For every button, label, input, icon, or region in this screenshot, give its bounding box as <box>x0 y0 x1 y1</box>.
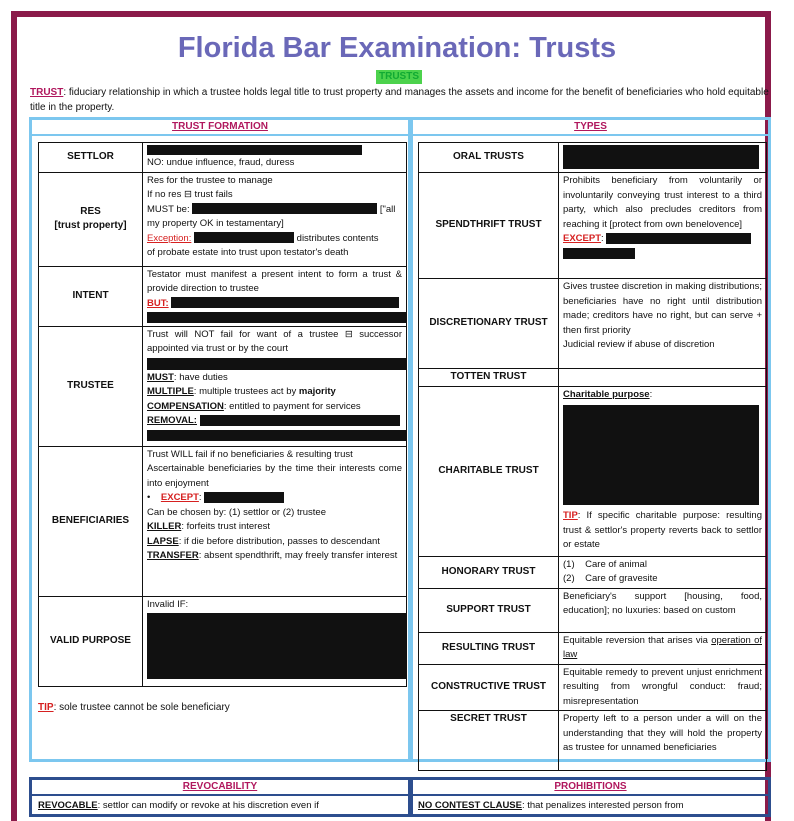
support-content: Beneficiary's support [housing, food, education]; no luxuries: based on custom <box>559 588 767 632</box>
res-line: Res for the trustee to manage <box>147 174 273 186</box>
beneficiaries-content <box>143 446 407 596</box>
definition-text: : fiduciary relationship in which a trustee holds legal title to trust property and manages the assets and income for the benefit of beneficiaries who hold equitable title in the property. <box>30 87 769 113</box>
intent-text: Testator must manifest a present intent to form a trust & provide direction to trustee <box>147 268 402 294</box>
charitable-content <box>559 386 767 556</box>
prohibitions-panel <box>410 777 771 817</box>
intent-but-line: BUT: <box>147 297 402 312</box>
honorary-item: (1) Care of animal <box>563 558 647 570</box>
intent-row <box>39 266 407 326</box>
redaction-block <box>204 492 284 503</box>
discretionary-row <box>419 279 767 369</box>
resulting-row <box>419 632 767 664</box>
res-line: my property OK in testamentary] <box>147 218 284 229</box>
trustee-row <box>39 326 407 446</box>
trustee-label: TRUSTEE <box>39 326 143 446</box>
discretionary-text: Gives trustee discretion in making distributions; beneficiaries have no right until distribution made; creditors have no right, but can serve + then first priority <box>563 281 762 336</box>
res-label <box>39 172 143 266</box>
res-sublabel: [trust property] <box>54 220 127 231</box>
beneficiaries-killer-line: KILLER: forfeits trust interest <box>147 521 271 532</box>
res-title: RES <box>80 205 101 217</box>
trust-formation-table <box>38 142 407 687</box>
discretionary-content <box>559 279 767 369</box>
oral-label: ORAL TRUSTS <box>419 143 559 173</box>
beneficiaries-except-line: • EXCEPT: <box>147 491 402 506</box>
beneficiaries-lapse-line: LAPSE: if die before distribution, passes to descendant <box>147 535 380 547</box>
redaction-block <box>563 405 759 505</box>
trust-definition <box>30 85 770 115</box>
trustee-text: Trust will NOT fail for want of a trustee ⊟ successor appointed via trust or by the court <box>147 328 402 354</box>
support-row <box>419 588 767 632</box>
redaction-block <box>147 613 407 679</box>
charitable-label: CHARITABLE TRUST <box>419 386 559 556</box>
redaction-block <box>563 145 759 169</box>
valid-purpose-text: Invalid IF: <box>147 598 189 610</box>
settlor-label: SETTLOR <box>39 143 143 173</box>
spendthrift-row <box>419 173 767 279</box>
constructive-row <box>419 664 767 711</box>
types-table <box>418 142 767 771</box>
trustee-removal-line: REMOVAL: <box>147 414 402 429</box>
res-content <box>143 172 407 266</box>
settlor-text: NO: undue influence, fraud, duress <box>147 157 295 168</box>
beneficiaries-text: Trust WILL fail if no beneficiaries & resulting trust <box>147 448 353 460</box>
charitable-purpose-line: Charitable purpose: <box>563 388 653 400</box>
constructive-label: CONSTRUCTIVE TRUST <box>419 664 559 711</box>
redaction-block <box>147 312 407 323</box>
oral-content <box>559 143 767 173</box>
support-label: SUPPORT TRUST <box>419 588 559 632</box>
totten-label: TOTTEN TRUST <box>419 369 559 387</box>
redaction-block <box>563 248 635 259</box>
resulting-content: Equitable reversion that arises via operation of law <box>559 632 767 664</box>
redaction-block <box>606 233 751 244</box>
discretionary-label: DISCRETIONARY TRUST <box>419 279 559 369</box>
definition-term: TRUST <box>30 87 64 98</box>
charitable-tip: TIP: If specific charitable purpose: resulting trust & settlor's property reverts back to settlor or estate <box>563 510 762 550</box>
beneficiaries-text: Ascertainable beneficiaries by the time their interests come into enjoyment <box>147 463 402 489</box>
res-line: of probate estate into trust upon testator's death <box>147 247 349 258</box>
redaction-block <box>147 145 362 155</box>
intent-label: INTENT <box>39 266 143 326</box>
secret-row <box>419 711 767 771</box>
redaction-block <box>194 232 294 243</box>
trustee-must-line: MUST: have duties <box>147 371 228 383</box>
spendthrift-label: SPENDTHRIFT TRUST <box>419 173 559 279</box>
beneficiaries-text: Can be chosen by: (1) settlor or (2) trustee <box>147 506 326 518</box>
honorary-content <box>559 556 767 588</box>
trusts-tag: TRUSTS <box>376 70 422 84</box>
secret-content: Property left to a person under a will on the understanding that they will hold the property as trustee for unnamed beneficiaries <box>559 711 767 771</box>
redaction-block <box>171 297 399 308</box>
honorary-row <box>419 556 767 588</box>
constructive-content: Equitable remedy to prevent unjust enrichment resulting from wrongful conduct: fraud; misrepresentation <box>559 664 767 711</box>
settlor-content <box>143 143 407 173</box>
valid-purpose-label: VALID PURPOSE <box>39 596 143 686</box>
types-header: TYPES <box>413 120 768 136</box>
redaction-block <box>192 203 377 214</box>
page-title: Florida Bar Examination: Trusts <box>177 32 617 64</box>
honorary-item: (2) Care of gravesite <box>563 573 658 584</box>
revocability-panel <box>29 777 411 817</box>
trust-formation-header: TRUST FORMATION <box>32 120 408 136</box>
redaction-block <box>200 415 400 426</box>
trust-formation-panel <box>29 117 411 762</box>
trustee-multiple-line: MULTIPLE: multiple trustees act by majority <box>147 386 336 397</box>
oral-row <box>419 143 767 173</box>
totten-content <box>559 369 767 387</box>
revocability-text: REVOCABLE: settlor can modify or revoke at his discretion even if <box>38 800 319 811</box>
res-line: If no res ⊟ trust fails <box>147 189 233 200</box>
settlor-row <box>39 143 407 173</box>
trustee-content <box>143 326 407 446</box>
spendthrift-text: Prohibits beneficiary from voluntarily or involuntarily conveying trust interest to a third party, which also precludes creditors from reaching it [protect from own benelovence] <box>563 175 762 230</box>
honorary-label: HONORARY TRUST <box>419 556 559 588</box>
res-must-line: MUST be: ["all <box>147 203 396 215</box>
trustee-comp-line: COMPENSATION: entitled to payment for services <box>147 400 361 412</box>
beneficiaries-transfer-line: TRANSFER: absent spendthrift, may freely transfer interest <box>147 550 398 561</box>
redaction-block <box>147 358 407 370</box>
prohibitions-header: PROHIBITIONS <box>413 780 768 796</box>
redaction-block <box>147 430 407 441</box>
beneficiaries-row <box>39 446 407 596</box>
charitable-row <box>419 386 767 556</box>
valid-purpose-row <box>39 596 407 686</box>
intent-content <box>143 266 407 326</box>
revocability-header: REVOCABILITY <box>32 780 408 796</box>
totten-row <box>419 369 767 387</box>
spendthrift-content <box>559 173 767 279</box>
res-row <box>39 172 407 266</box>
prohibitions-text: NO CONTEST CLAUSE: that penalizes interested person from <box>418 800 684 811</box>
discretionary-text: Judicial review if abuse of discretion <box>563 339 715 350</box>
types-panel <box>410 117 771 762</box>
res-exception-line: Exception: distributes contents <box>147 232 379 244</box>
valid-purpose-content <box>143 596 407 686</box>
beneficiaries-label: BENEFICIARIES <box>39 446 143 596</box>
formation-tip: TIP: sole trustee cannot be sole beneficiary <box>38 702 230 713</box>
spendthrift-except-line: EXCEPT: <box>563 232 762 247</box>
resulting-label: RESULTING TRUST <box>419 632 559 664</box>
secret-label: SECRET TRUST <box>419 711 559 771</box>
